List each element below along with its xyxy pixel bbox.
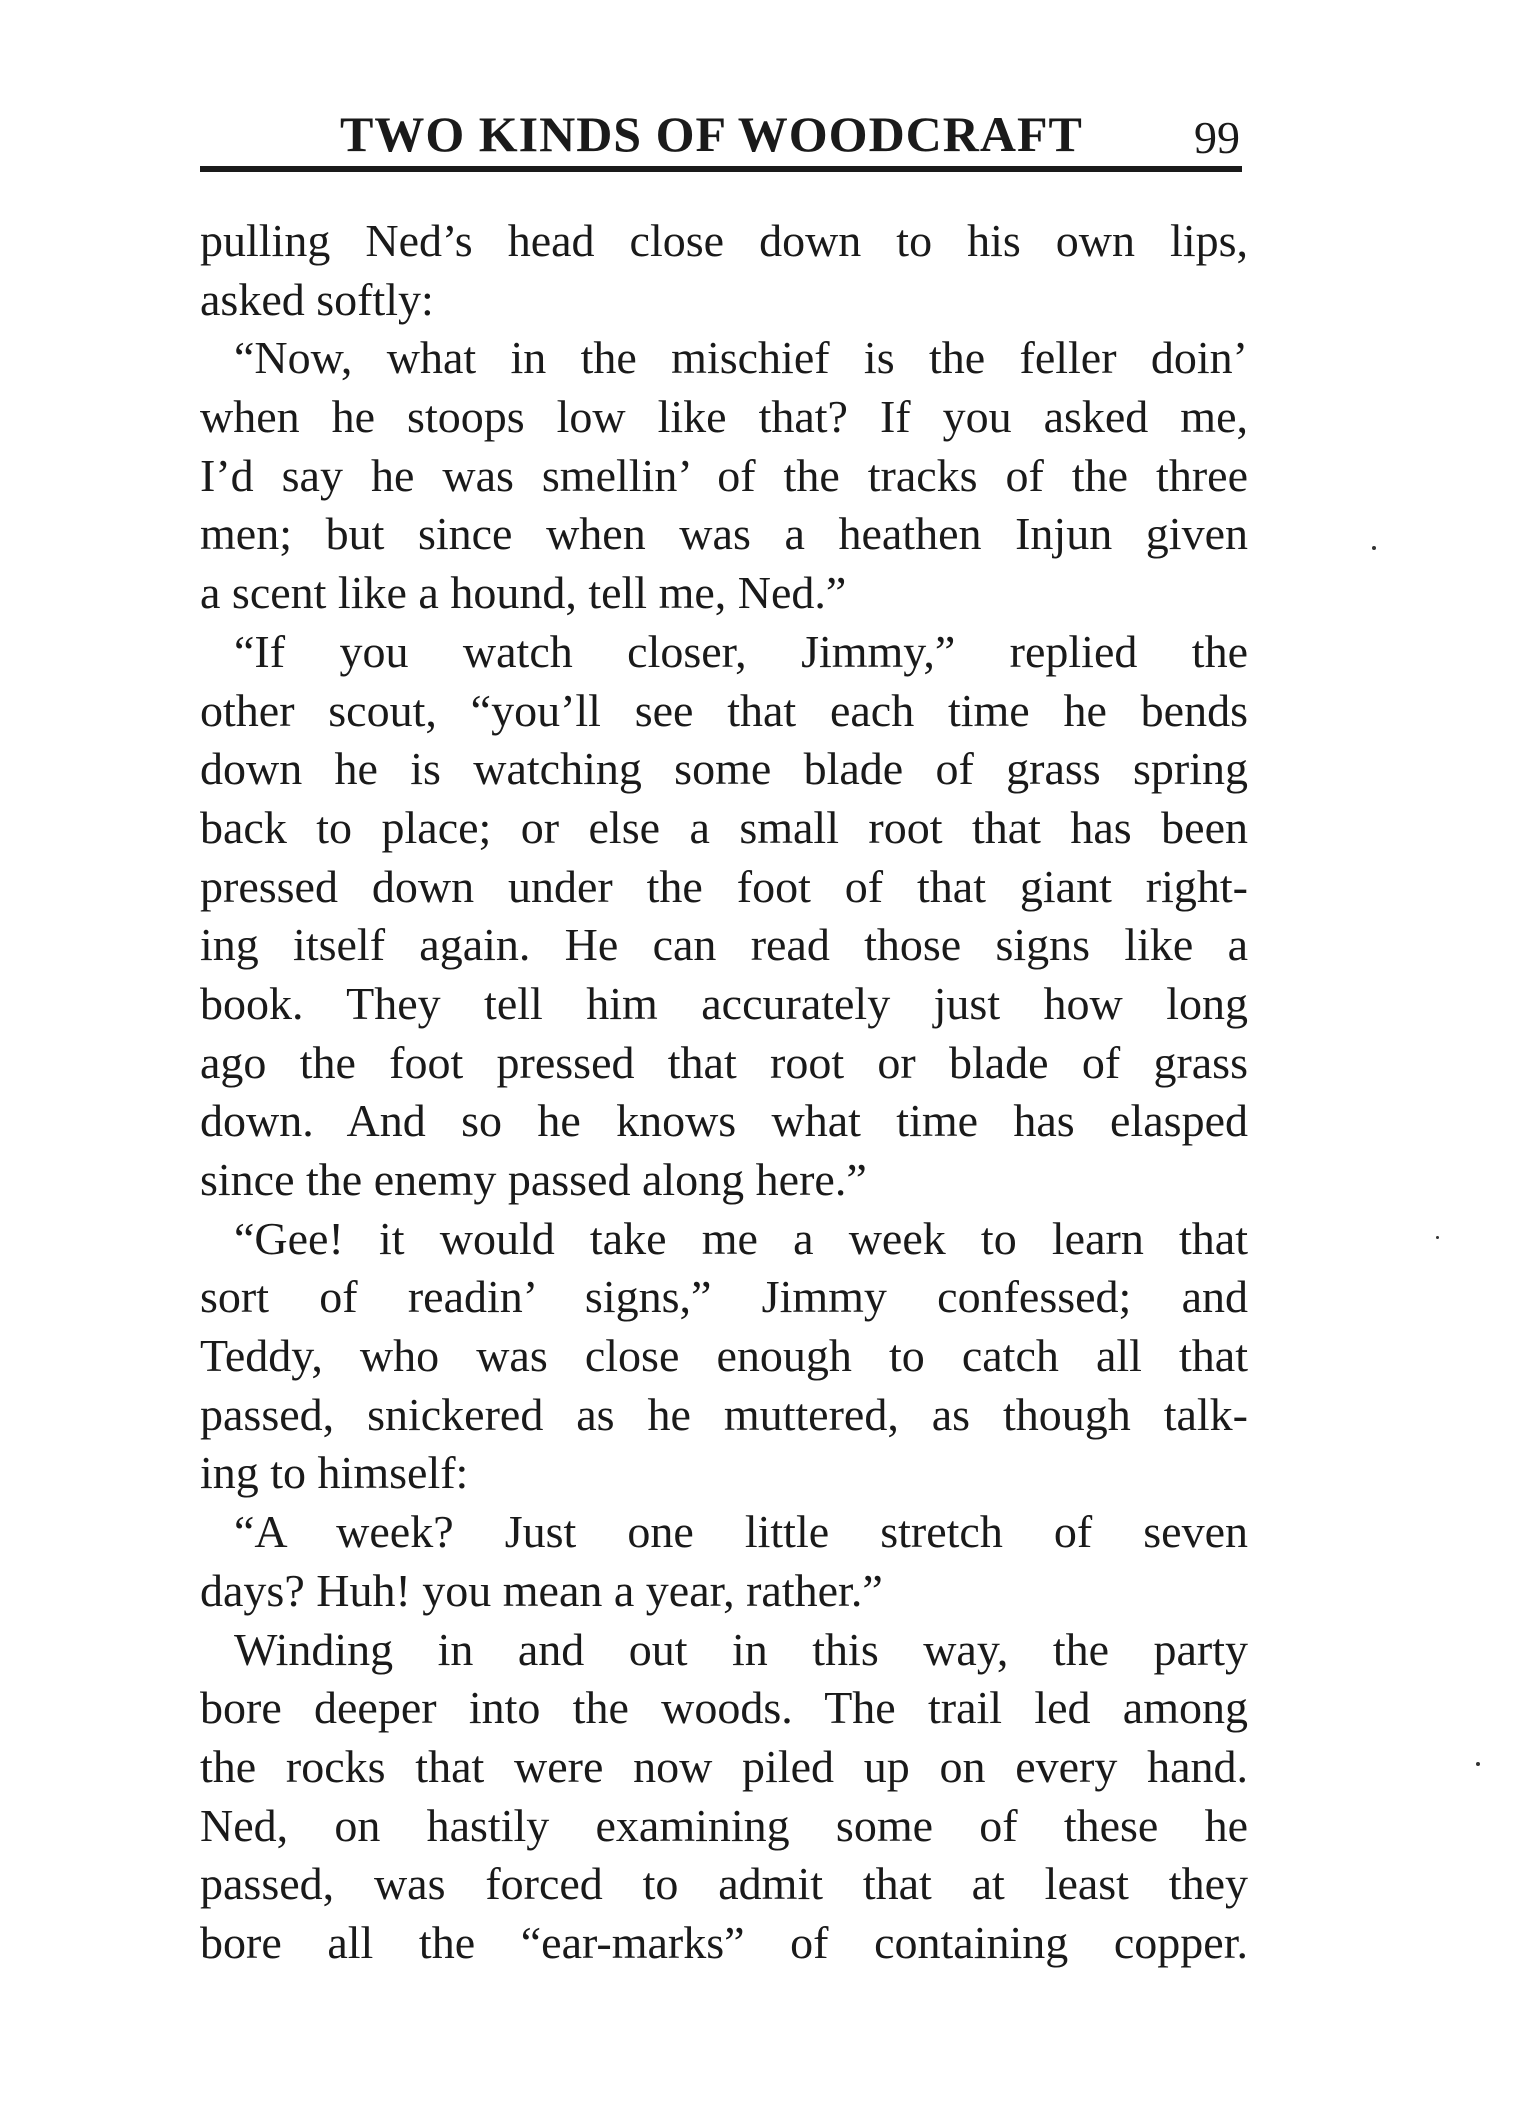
text-line: Winding in and out in this way, the party [234,1623,1248,1675]
text-line: “Now, what in the mischief is the feller doin’ [234,332,1248,384]
text-line: men; but since when was a heathen Injun given [200,508,1248,560]
text-line: back to place; or else a small root that has been [200,801,1248,853]
text-line: the rocks that were now piled up on every hand. [200,1740,1248,1792]
text-line: “If you watch closer, Jimmy,” replied the [234,625,1248,677]
text-line: when he stoops low like that? If you asked me, [200,391,1248,443]
text-line: passed, snickered as he muttered, as though talk- [200,1388,1248,1440]
text-line: bore all the “ear-marks” of containing copper. [200,1916,1248,1968]
text-line: Teddy, who was close enough to catch all that [200,1330,1248,1382]
scan-speck [1436,1236,1439,1239]
text-line: pressed down under the foot of that giant right- [200,860,1248,912]
text-line: Ned, on hastily examining some of these he [200,1799,1248,1851]
page-number: 99 [1194,112,1240,163]
text-line: days? Huh! you mean a year, rather.” [200,1564,883,1616]
scan-speck [1476,1762,1480,1766]
text-line: book. They tell him accurately just how long [200,977,1248,1029]
text-line: ing itself again. He can read those signs like a [200,919,1248,971]
running-header [200,104,1240,168]
scan-speck [1372,546,1376,550]
text-line: I’d say he was smellin’ of the tracks of the three [200,449,1248,501]
text-line: other scout, “you’ll see that each time he bends [200,684,1248,736]
text-line: “Gee! it would take me a week to learn that [234,1212,1248,1264]
text-line: since the enemy passed along here.” [200,1154,867,1205]
text-line: pulling Ned’s head close down to his own lips, [200,215,1248,266]
text-line: asked softly: [200,273,434,325]
text-line: down he is watching some blade of grass spring [200,743,1248,795]
text-line: down. And so he knows what time has elasped [200,1095,1248,1147]
header-rule [200,166,1242,172]
text-line: passed, was forced to admit that at least they [200,1858,1248,1910]
text-line: ago the foot pressed that root or blade of grass [200,1036,1248,1088]
text-line: bore deeper into the woods. The trail led among [200,1682,1248,1734]
body-text [200,212,1248,1973]
text-line: a scent like a hound, tell me, Ned.” [200,567,847,619]
running-title: TWO KINDS OF WOODCRAFT [340,106,1083,162]
text-line: sort of readin’ signs,” Jimmy confessed; and [200,1271,1248,1323]
text-line: “A week? Just one little stretch of seven [234,1506,1248,1558]
text-line: ing to himself: [200,1447,469,1499]
